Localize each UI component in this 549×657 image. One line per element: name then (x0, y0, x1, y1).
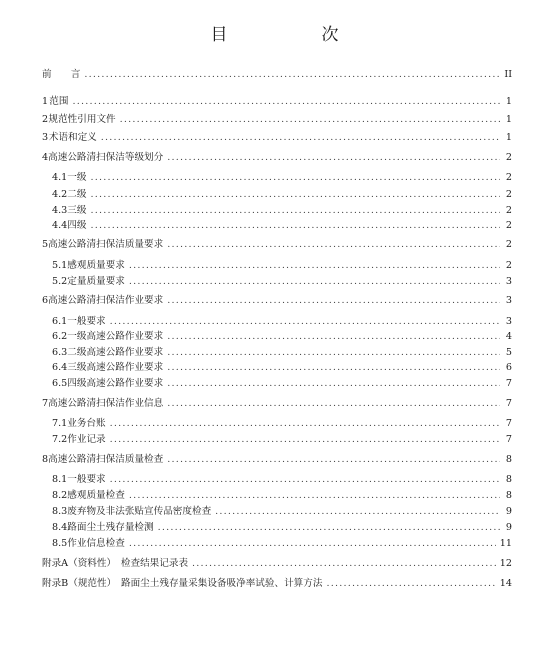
toc-dot-leader (158, 521, 500, 535)
toc-entry[interactable] (52, 417, 512, 431)
toc-entry-number: 4.1 (52, 172, 68, 183)
toc-entry-label: 业务台账 (67, 418, 106, 429)
toc-dot-leader (84, 68, 500, 82)
toc-entry-page: 1 (505, 96, 512, 107)
toc-entry-page: 2 (505, 239, 512, 250)
toc-entry-label: 附录A（资料性） 检查结果记录表 (42, 558, 189, 569)
toc-dot-leader (110, 315, 500, 329)
toc-entry-number: 4.4 (52, 220, 68, 231)
toc-entry[interactable] (52, 537, 512, 551)
toc-dot-leader (129, 275, 500, 289)
toc-entry-label: 高速公路清扫保洁质量要求 (48, 239, 164, 250)
toc-entry-number: 8.2 (52, 490, 68, 501)
toc-entry[interactable] (52, 330, 512, 344)
toc-entry-number: 6.4 (52, 362, 68, 373)
toc-entry-number: 7.2 (52, 434, 68, 445)
toc-entry-label: 感观质量要求 (67, 260, 125, 271)
toc-dot-leader (167, 397, 500, 411)
toc-entry[interactable] (42, 238, 512, 252)
toc-dot-leader (90, 204, 500, 218)
toc-entry[interactable] (52, 377, 512, 391)
toc-entry-label: 附录B（规范性） 路面尘土残存量采集设备吸净率试验、计算方法 (42, 578, 323, 589)
toc-entry-page: 12 (499, 558, 512, 569)
toc-entry[interactable] (52, 361, 512, 375)
toc-entry[interactable] (52, 259, 512, 273)
toc-entry-page: 3 (505, 316, 512, 327)
toc-entry-page: 2 (505, 172, 512, 183)
toc-entry[interactable] (52, 489, 512, 503)
toc-entry-label: 高速公路清扫保洁作业信息 (48, 398, 164, 409)
toc-entry-label: 作业信息检查 (67, 538, 125, 549)
toc-entry-label: 范围 (49, 96, 69, 107)
toc-entry-number: 7 (42, 398, 49, 409)
toc-entry-label: 高速公路清扫保洁等级划分 (48, 152, 164, 163)
toc-entry-label: 一级高速公路作业要求 (67, 331, 164, 342)
toc-dot-leader (90, 188, 500, 202)
toc-entry[interactable] (42, 397, 512, 411)
toc-entry-page: 8 (505, 474, 512, 485)
toc-entry-page: II (504, 69, 512, 80)
toc-entry-number: 8.5 (52, 538, 68, 549)
toc-entry-label: 四级高速公路作业要求 (67, 378, 164, 389)
toc-entry-number: 1 (42, 96, 49, 107)
toc-entry-page: 1 (505, 114, 512, 125)
toc-dot-leader (72, 95, 500, 109)
toc-entry-label: 前 言 (42, 69, 81, 80)
toc-dot-leader (167, 330, 500, 344)
toc-entry[interactable] (52, 433, 512, 447)
toc-entry[interactable] (52, 188, 512, 202)
toc-entry[interactable] (42, 557, 512, 571)
toc-entry-number: 4.2 (52, 189, 68, 200)
toc-dot-leader (167, 453, 500, 467)
toc-entry-number: 6.2 (52, 331, 68, 342)
toc-dot-leader (215, 505, 500, 519)
toc-entry-label: 四级 (67, 220, 87, 231)
toc-dot-leader (167, 151, 500, 165)
toc-entry[interactable] (42, 151, 512, 165)
toc-entry-number: 5 (42, 239, 49, 250)
toc-dot-leader (129, 537, 496, 551)
toc-entry-label: 三级高速公路作业要求 (67, 362, 164, 373)
toc-entry-page: 6 (505, 362, 512, 373)
toc-entry-label: 三级 (67, 205, 87, 216)
toc-entry-label: 二级高速公路作业要求 (67, 347, 164, 358)
toc-entry-page: 2 (505, 220, 512, 231)
toc-dot-leader (326, 577, 495, 591)
toc-dot-leader (101, 131, 500, 145)
toc-entry[interactable] (52, 521, 512, 535)
toc-entry-number: 7.1 (52, 418, 68, 429)
toc-entry-number: 6 (42, 295, 49, 306)
toc-entry[interactable] (42, 68, 512, 82)
toc-entry-page: 7 (505, 378, 512, 389)
toc-entry-page: 9 (505, 522, 512, 533)
toc-entry-label: 路面尘土残存量检测 (67, 522, 154, 533)
toc-entry-page: 8 (505, 490, 512, 501)
toc-entry-label: 术语和定义 (48, 132, 97, 143)
toc-entry[interactable] (42, 131, 512, 145)
toc-entry-page: 7 (505, 434, 512, 445)
toc-entry-number: 4 (42, 152, 49, 163)
toc-entry-page: 7 (505, 398, 512, 409)
toc-entry-page: 7 (505, 418, 512, 429)
toc-entry[interactable] (52, 346, 512, 360)
toc-entry-page: 11 (499, 538, 512, 549)
toc-entry-number: 8.3 (52, 506, 68, 517)
toc-entry[interactable] (52, 315, 512, 329)
toc-entry[interactable] (52, 473, 512, 487)
toc-entry[interactable] (52, 505, 512, 519)
toc-dot-leader (120, 113, 500, 127)
toc-entry-label: 废弃物及非法张贴宣传品密度检查 (67, 506, 212, 517)
toc-entry[interactable] (42, 294, 512, 308)
toc-dot-leader (110, 473, 500, 487)
toc-entry-page: 3 (505, 276, 512, 287)
toc-entry-number: 5.1 (52, 260, 68, 271)
toc-entry[interactable] (42, 113, 512, 127)
toc-entry-page: 2 (505, 189, 512, 200)
toc-dot-leader (110, 417, 500, 431)
toc-dot-leader (90, 219, 500, 233)
toc-entry-label: 高速公路清扫保洁质量检查 (48, 454, 164, 465)
toc-dot-leader (167, 238, 500, 252)
toc-entry-number: 5.2 (52, 276, 68, 287)
toc-dot-leader (167, 361, 500, 375)
toc-entry[interactable] (42, 95, 512, 109)
toc-entry-number: 8 (42, 454, 49, 465)
toc-entry-page: 3 (505, 295, 512, 306)
toc-entry-label: 一般要求 (67, 474, 106, 485)
toc-entry[interactable] (52, 219, 512, 233)
toc-entry-page: 1 (505, 132, 512, 143)
toc-entry-page: 14 (499, 578, 512, 589)
toc-entry-label: 作业记录 (67, 434, 106, 445)
toc-dot-leader (167, 346, 500, 360)
toc-entry[interactable] (52, 171, 512, 185)
toc-entry[interactable] (52, 275, 512, 289)
toc-entry-number: 6.1 (52, 316, 68, 327)
toc-entry-number: 6.3 (52, 347, 68, 358)
toc-dot-leader (129, 489, 500, 503)
toc-entry[interactable] (42, 577, 512, 591)
toc-entry-number: 8.4 (52, 522, 68, 533)
toc-entry-label: 感观质量检查 (67, 490, 125, 501)
toc-entry[interactable] (42, 453, 512, 467)
toc-entry-page: 2 (505, 152, 512, 163)
toc-entry-page: 5 (505, 347, 512, 358)
toc-entry-number: 2 (42, 114, 49, 125)
toc-entry-page: 2 (505, 260, 512, 271)
toc-dot-leader (90, 171, 500, 185)
toc-entry-label: 规范性引用文件 (48, 114, 116, 125)
toc-dot-leader (129, 259, 500, 273)
toc-entry-page: 4 (505, 331, 512, 342)
toc-entry-label: 一般要求 (67, 316, 106, 327)
toc-entry-label: 高速公路清扫保洁作业要求 (48, 295, 164, 306)
toc-entry-label: 二级 (67, 189, 87, 200)
toc-dot-leader (110, 433, 500, 447)
toc-entry-label: 一级 (67, 172, 87, 183)
toc-entry-number: 8.1 (52, 474, 68, 485)
toc-entry-number: 4.3 (52, 205, 68, 216)
toc-entry-number: 3 (42, 132, 49, 143)
toc-entry-label: 定量质量要求 (67, 276, 125, 287)
toc-entry-number: 6.5 (52, 378, 68, 389)
toc-dot-leader (167, 377, 500, 391)
toc-dot-leader (167, 294, 500, 308)
toc-entry-page: 9 (505, 506, 512, 517)
toc-entry-page: 8 (505, 454, 512, 465)
toc-entry[interactable] (52, 204, 512, 218)
toc-dot-leader (192, 557, 496, 571)
page-title: 目 次 (210, 25, 359, 45)
toc-entry-page: 2 (505, 205, 512, 216)
